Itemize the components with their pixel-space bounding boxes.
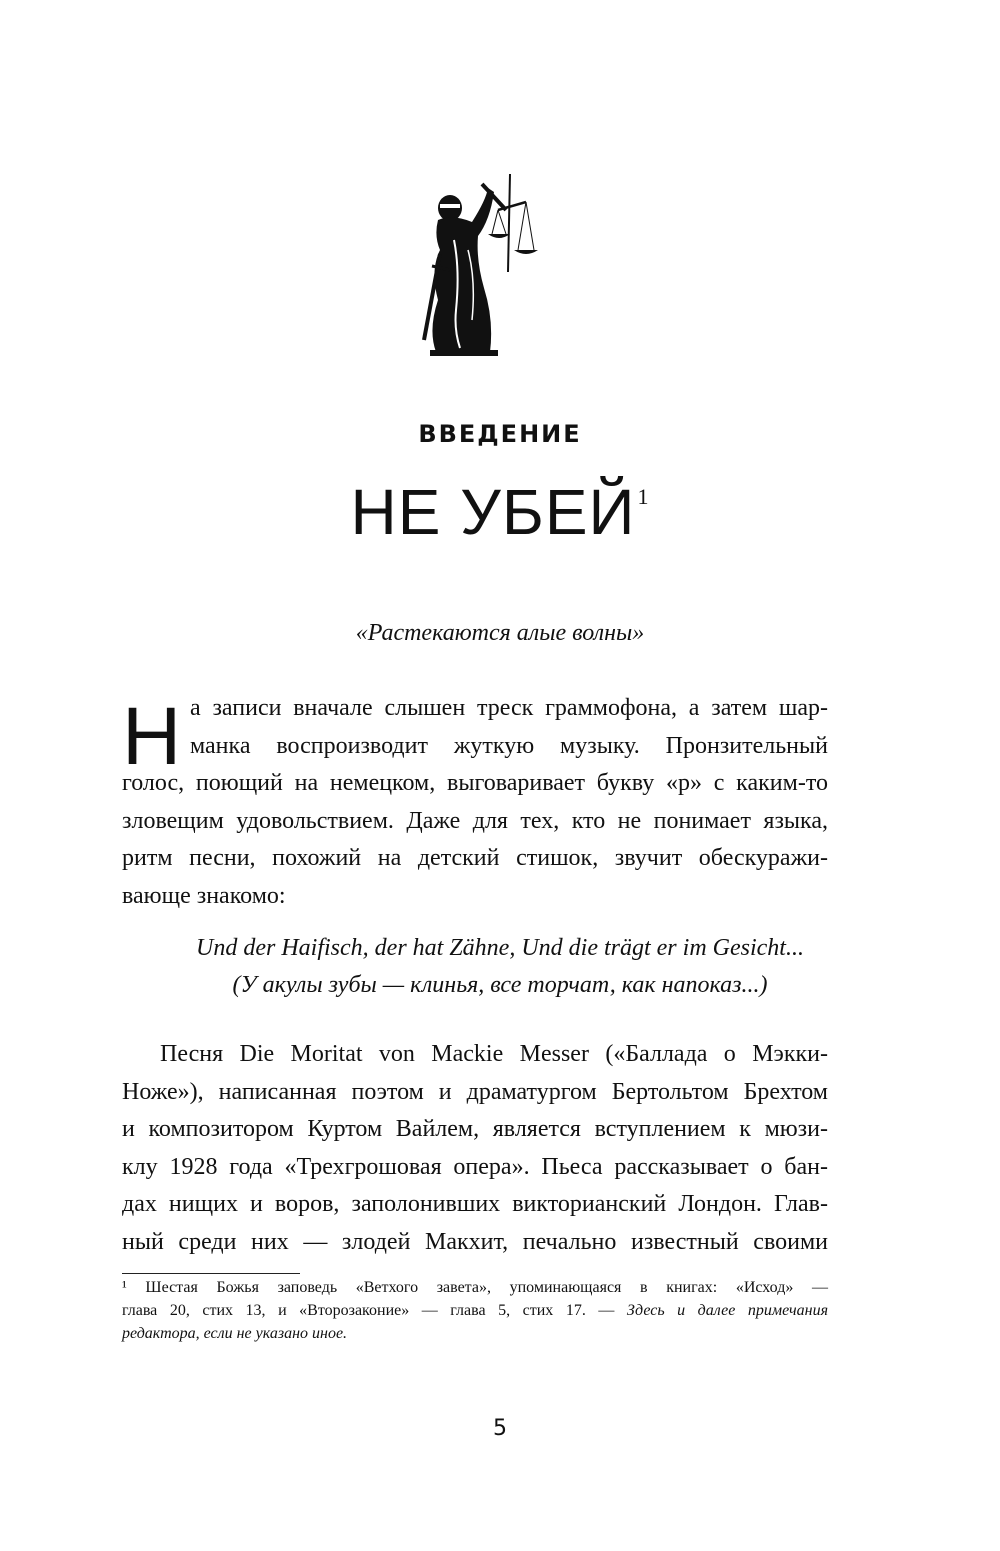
- footnote-divider: [122, 1273, 300, 1274]
- paragraph-song: [122, 1036, 828, 1261]
- drop-cap: Н: [122, 691, 182, 782]
- paragraph-line: вающе знакомо:: [122, 882, 286, 909]
- paragraph-line: клу 1928 года «Трехгрошовая опера». Пьеса рассказывает о бан-: [122, 1153, 828, 1180]
- paragraph-line: дах нищих и воров, заполонивших викторианский Лондон. Глав-: [122, 1191, 828, 1217]
- footnote-text: глава 20, стих 13, и «Второзаконие» — глава 5, стих 17. —: [122, 1302, 627, 1319]
- footnote-line: [122, 1322, 828, 1345]
- paragraph-line: Песня Die Moritat von Mackie Messer («Баллада о Мэкки-: [160, 1041, 828, 1067]
- paragraph-line: манка воспроизводит жуткую музыку. Пронзительный: [190, 732, 828, 759]
- chapter-title: [0, 476, 1000, 548]
- paragraph-line: и композитором Куртом Вайлем, является вступлением к мюзи-: [122, 1116, 828, 1142]
- paragraph-line: голос, поющий на немецком, выговаривает букву «р» с каким-то: [122, 770, 828, 796]
- song-quote: [0, 930, 1000, 1004]
- paragraph-line: а записи вначале слышен треск граммофона, а затем шар-: [190, 695, 828, 721]
- paragraph-line: Ноже»), написанная поэтом и драматургом Бертольтом Брехтом: [122, 1078, 828, 1105]
- footnote: [122, 1276, 828, 1345]
- paragraph-line: ный среди них — злодей Макхит, печально известный своими: [122, 1228, 828, 1255]
- quote-line-german: Und der Haifisch, der hat Zähne, Und die trägt er im Gesicht...: [196, 935, 804, 961]
- quote-line-russian: (У акулы зубы — клинья, все торчат, как напоказ...): [232, 972, 768, 998]
- footnote-italic-text: редактора, если не указано иное.: [122, 1325, 348, 1342]
- paragraph-intro: [122, 690, 828, 915]
- section-label: ВВЕДЕНИЕ: [418, 420, 582, 448]
- footnote-italic-text: Здесь и далее примечания: [626, 1302, 829, 1319]
- lady-justice-icon: [410, 170, 540, 360]
- page-number: 5: [493, 1416, 507, 1441]
- epigraph: «Растекаются алые волны»: [355, 620, 645, 646]
- paragraph-line: зловещим удовольствием. Даже для тех, кто не понимает языка,: [122, 807, 828, 834]
- chapter-title-text: НЕ УБЕЙ: [350, 476, 636, 548]
- paragraph-line: ритм песни, похожий на детский стишок, звучит обескуражи-: [122, 845, 828, 871]
- footnote-reference[interactable]: 1: [637, 484, 650, 509]
- footnote-line: [122, 1299, 828, 1322]
- footnote-line: ¹ Шестая Божья заповедь «Ветхого завета», упоминающаяся в книгах: «Исход» —: [122, 1279, 828, 1296]
